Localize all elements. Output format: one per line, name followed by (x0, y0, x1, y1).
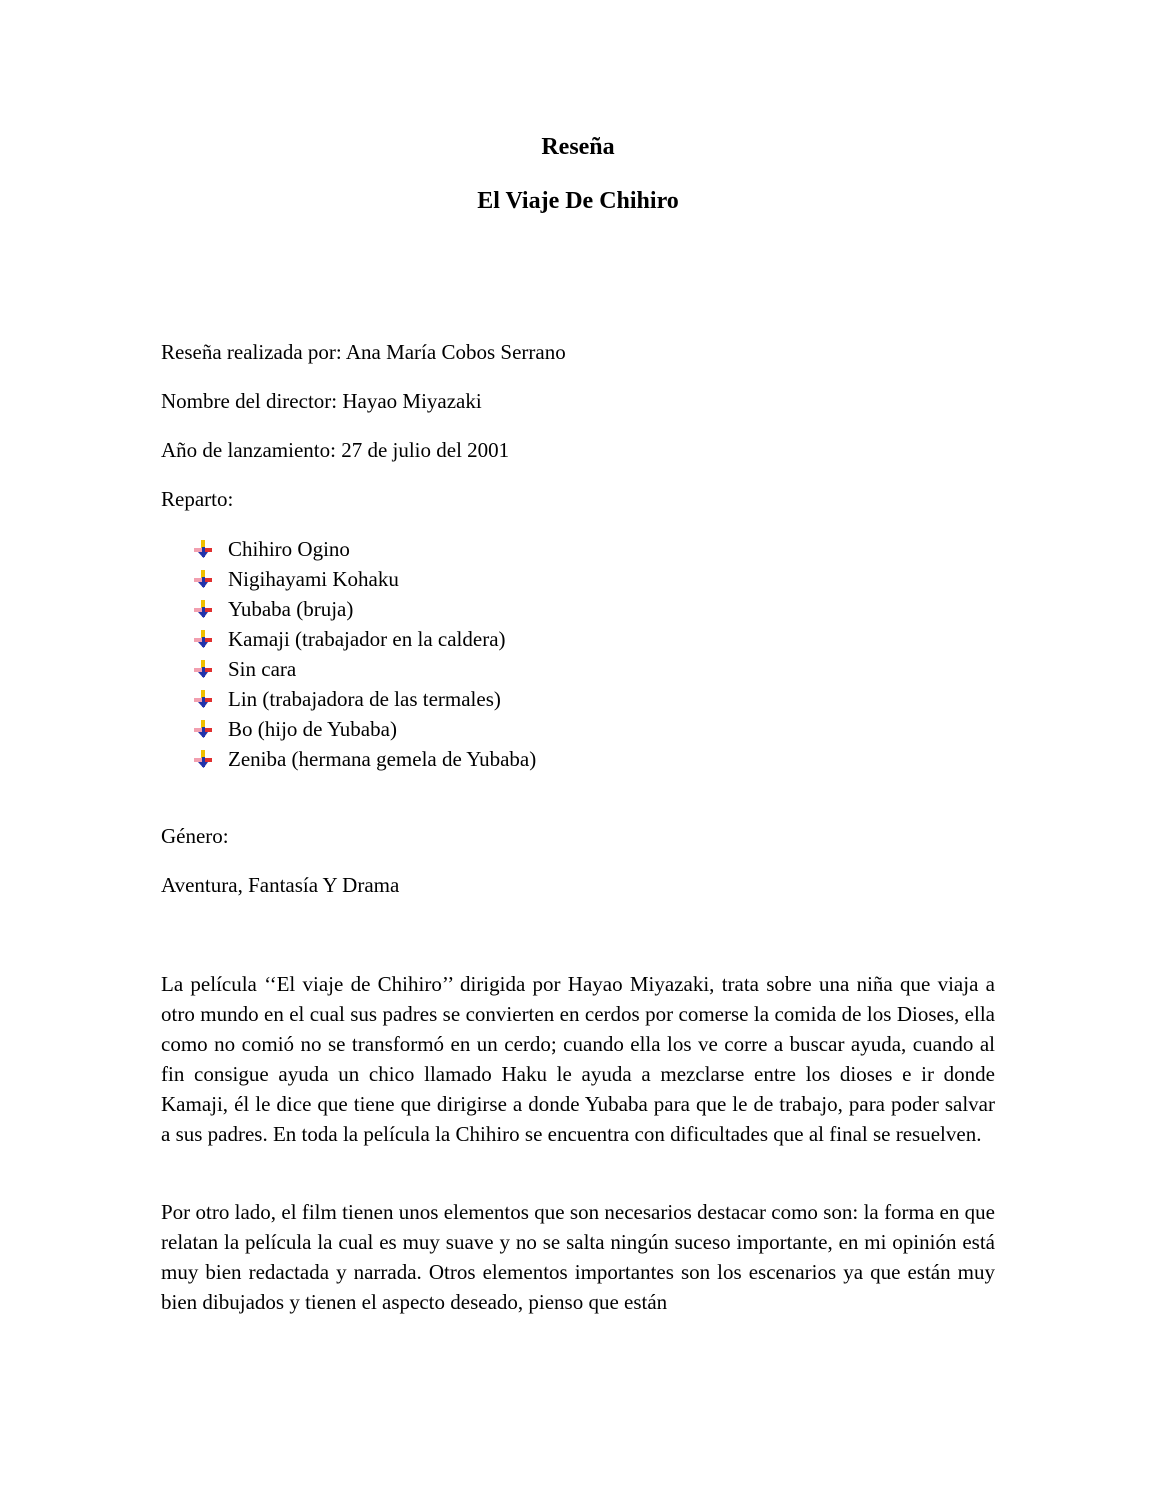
bullet-arrow-icon (193, 539, 213, 559)
cast-list-item (193, 594, 536, 624)
document-title: Reseña (541, 134, 615, 160)
genre-label: Género: (161, 824, 229, 848)
bullet-arrow-icon (193, 569, 213, 589)
cast-member: Sin cara (228, 657, 297, 681)
bullet-arrow-icon (193, 749, 213, 769)
bullet-arrow-icon (193, 689, 213, 709)
release-date: Año de lanzamiento: 27 de julio del 2001 (161, 438, 510, 462)
bullet-arrow-icon (193, 629, 213, 649)
bullet-arrow-icon (193, 719, 213, 739)
cast-member: Kamaji (trabajador en la caldera) (228, 627, 506, 651)
cast-list-item (193, 624, 536, 654)
genre-value: Aventura, Fantasía Y Drama (161, 873, 400, 897)
cast-label: Reparto: (161, 487, 234, 511)
cast-member: Lin (trabajadora de las termales) (228, 687, 501, 711)
director-name: Nombre del director: Hayao Miyazaki (161, 389, 482, 413)
cast-list-item (193, 654, 536, 684)
cast-list-item (193, 534, 536, 564)
paragraph-summary: La película ‘‘El viaje de Chihiro’’ dirigida por Hayao Miyazaki, trata sobre una niña que viaja a otro mundo en el cual sus padres se convierten en cerdos por comerse la comida de los Dioses, ella como no comió no se transformó en un cerdo; cuando ella los ve corre a buscar ayuda, cuando al fin consigue ayuda un chico llamado Haku le ayuda a mezclarse entre los dioses e ir donde Kamaji, él le dice que tiene que dirigirse a donde Yubaba para que le de trabajo, para poder salvar a sus padres. En toda la película la Chihiro se encuentra con dificultades que al final se resuelven. (161, 972, 995, 1146)
cast-member: Bo (hijo de Yubaba) (228, 717, 397, 741)
cast-list-item (193, 684, 536, 714)
paragraph-opinion: Por otro lado, el film tienen unos elementos que son necesarios destacar como son: la forma en que relatan la película la cual es muy suave y no se salta ningún suceso importante, en mi opinión está muy bien redactada y narrada. Otros elementos importantes son los escenarios ya que están muy bien dibujados y tienen el aspecto deseado, pienso que están (161, 1200, 995, 1314)
cast-member: Chihiro Ogino (228, 537, 350, 561)
cast-member: Yubaba (bruja) (228, 597, 354, 621)
bullet-arrow-icon (193, 599, 213, 619)
cast-member: Nigihayami Kohaku (228, 567, 399, 591)
cast-list-item (193, 564, 536, 594)
review-author: Reseña realizada por: Ana María Cobos Serrano (161, 340, 566, 364)
cast-list-item (193, 714, 536, 744)
document-subtitle: El Viaje De Chihiro (477, 188, 679, 214)
bullet-arrow-icon (193, 659, 213, 679)
cast-list (193, 534, 536, 774)
cast-member: Zeniba (hermana gemela de Yubaba) (228, 747, 537, 771)
cast-list-item (193, 744, 536, 774)
